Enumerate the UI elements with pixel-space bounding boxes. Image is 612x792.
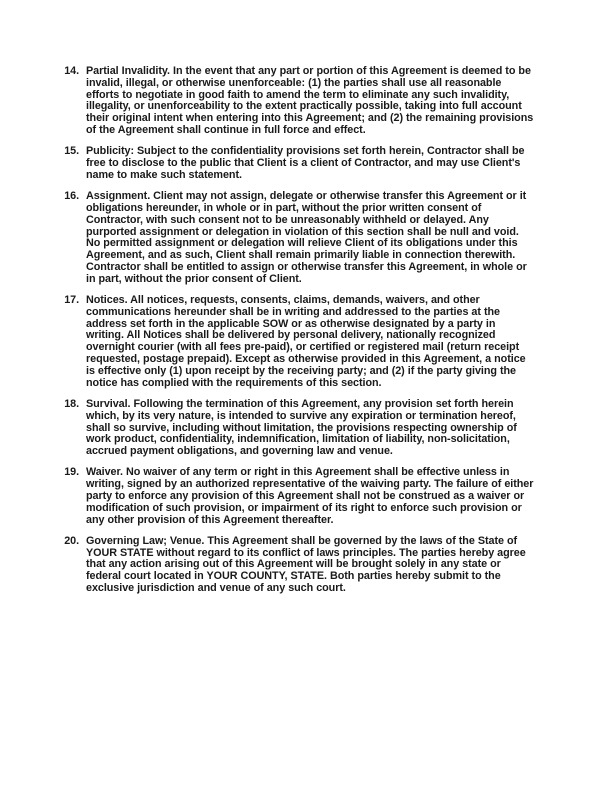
- clause-item: [62, 191, 536, 285]
- clause-item: [62, 66, 536, 137]
- clause-text: Governing Law; Venue. This Agreement shall be governed by the laws of the State of YOUR STATE without regard to its conflict of laws principles. The parties hereby agree that any action arising out of this Agreement will be brought solely in any state or federal court located in YOUR COUNTY, STATE. Both parties hereby submit to the exclusive jurisdiction and venue of any such court.: [86, 534, 526, 595]
- clause-text: Partial Invalidity. In the event that any part or portion of this Agreement is deemed to be invalid, illegal, or otherwise unenforceable: (1) the parties shall use all reasonable efforts to negotiate in good faith to amend the term to eliminate any such invalidity, illegality, or unenforceability to the extent practically possible, taking into full account their original intent when entering into this Agreement; and (2) the remaining provisions of the Agreement shall continue in full force and effect.: [86, 65, 534, 136]
- clause-item: [62, 295, 536, 389]
- clause-number: 16.: [64, 190, 79, 203]
- clause-text: Notices. All notices, requests, consents, claims, demands, waivers, and other communications hereunder shall be in writing and addressed to the parties at the address set forth in the applicable SOW or as otherwise designated by a party in writing. All Notices shall be delivered by personal delivery, nationally recognized overnight courier (with all fees pre-paid), or certified or registered mail (return receipt requested, postage prepaid). Except as otherwise provided in this Agreement, a notice is effective only (1) upon receipt by the receiving party; and (2) if the party giving the notice has complied with the requirements of this section.: [86, 294, 526, 389]
- clause-number: 17.: [64, 294, 79, 307]
- clause-text: Assignment. Client may not assign, delegate or otherwise transfer this Agreement or it obligations hereunder, in whole or in part, without the prior written consent of Contractor, with such consent not to be unreasonably withheld or delayed. Any purported assignment or delegation in violation of this section shall be null and void. No permitted assignment or delegation will relieve Client of its obligations under this Agreement, and as such, Client shall remain primarily liable in connection therewith. Contractor shall be entitled to assign or otherwise transfer this Agreement, in whole or in part, without the prior consent of Client.: [86, 190, 527, 285]
- clause-item: [62, 467, 536, 526]
- clause-item: [62, 536, 536, 595]
- clause-number: 19.: [64, 466, 79, 479]
- clause-list: [62, 66, 536, 595]
- clause-number: 15.: [64, 145, 79, 158]
- clause-number: 20.: [64, 534, 79, 547]
- clause-text: Survival. Following the termination of this Agreement, any provision set forth herein which, by its very nature, is intended to survive any expiration or termination hereof, shall so survive, including without limitation, the provisions respecting ownership of work product, confidentiality, indemnification, limitation of liability, non-solicitation, accrued payment obligations, and governing law and venue.: [86, 397, 517, 458]
- clause-item: [62, 146, 536, 181]
- clause-item: [62, 399, 536, 458]
- clause-text: Waiver. No waiver of any term or right in this Agreement shall be effective unless in writing, signed by an authorized representative of the waiving party. The failure of either party to enforce any provision of this Agreement shall not be construed as a waiver or modification of such provision, or impairment of its right to enforce such provision or any other provision of this Agreement thereafter.: [86, 466, 534, 526]
- clause-number: 18.: [64, 397, 79, 410]
- clause-number: 14.: [64, 65, 79, 77]
- clause-text: Publicity: Subject to the confidentiality provisions set forth herein, Contractor shall be free to disclose to the public that Client is a client of Contractor, and may use Client's name to make such statement.: [86, 145, 525, 181]
